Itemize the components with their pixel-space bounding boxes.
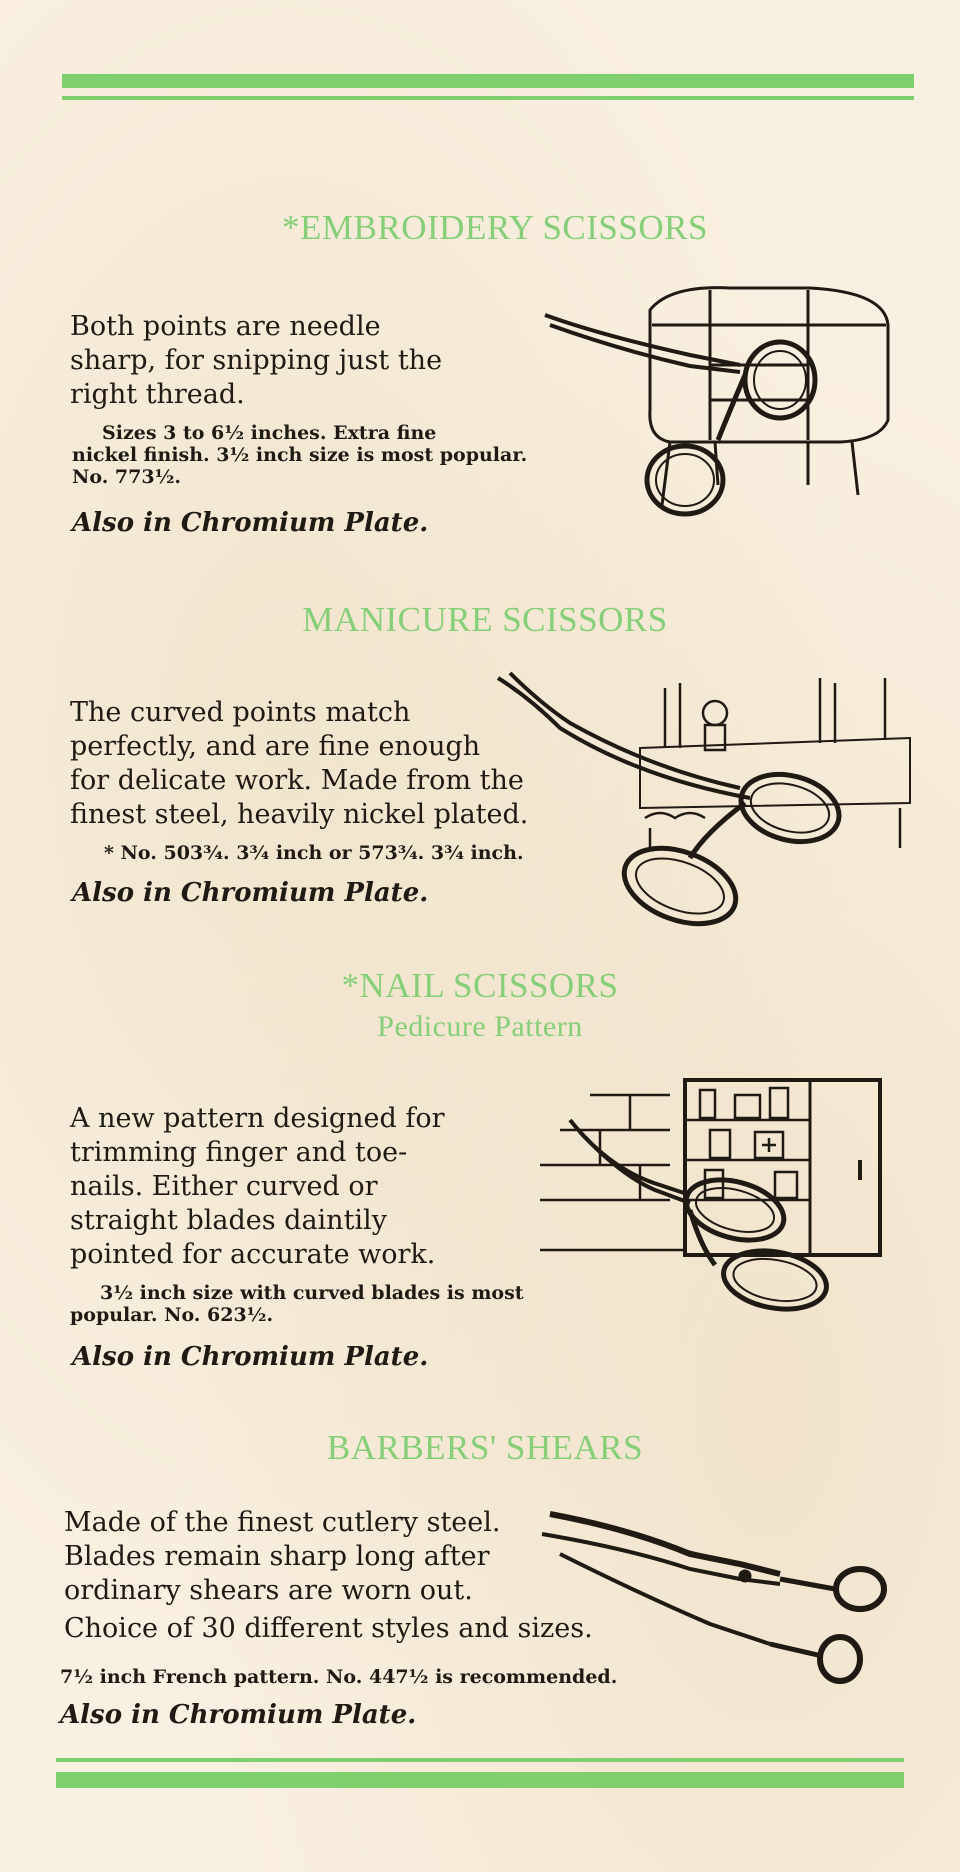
body-line: right thread. [70,379,245,410]
manicure-also-chromium: Also in Chromium Plate. [72,878,429,908]
detail-line: No. 773½. [72,466,182,488]
nail-also-chromium: Also in Chromium Plate. [72,1342,429,1372]
top-rule-thick [62,74,914,88]
detail-line: 7½ inch French pattern. No. 447½ is recommended. [60,1666,618,1688]
barbers-shears-illustration [540,1494,900,1694]
body-line: straight blades daintily [70,1205,387,1236]
detail-line: nickel finish. 3½ inch size is most popular. [72,444,528,466]
top-rule-thin [62,96,914,100]
body-line: Choice of 30 different styles and sizes. [64,1613,593,1644]
body-line: nails. Either curved or [70,1171,378,1202]
body-line: ordinary shears are worn out. [64,1575,473,1606]
body-line: Both points are needle [70,311,381,342]
body-line: trimming finger and toe- [70,1137,408,1168]
detail-line: 3½ inch size with curved blades is most [100,1282,524,1304]
bottom-rule-thin [56,1758,904,1762]
body-line: for delicate work. Made from the [70,765,524,796]
embroidery-also-chromium: Also in Chromium Plate. [72,508,429,538]
detail-line: * No. 503¾. 3¾ inch or 573¾. 3¾ inch. [104,842,524,864]
body-line: pointed for accurate work. [70,1239,436,1270]
nail-subheading: Pedicure Pattern [377,1010,583,1043]
embroidery-body [70,310,490,412]
embroidery-heading: *EMBROIDERY SCISSORS [282,208,708,247]
bottom-rule-thick [56,1772,904,1788]
body-line: The curved points match [70,697,411,728]
nail-scissors-illustration [540,1060,920,1320]
barbers-heading: BARBERS' SHEARS [326,1428,644,1467]
body-line: finest steel, heavily nickel plated. [70,799,529,830]
body-line: sharp, for snipping just the [70,345,443,376]
embroidery-scissors-illustration [540,270,920,530]
detail-line: popular. No. 623½. [70,1304,274,1326]
nail-body [70,1102,472,1272]
nail-heading: *NAIL SCISSORS [341,966,619,1005]
manicure-scissors-illustration [490,668,920,928]
manicure-heading: MANICURE SCISSORS [302,600,668,639]
detail-line: Sizes 3 to 6½ inches. Extra fine [102,422,437,444]
body-line: perfectly, and are fine enough [70,731,481,762]
body-line: Made of the finest cutlery steel. [64,1507,501,1538]
body-line: A new pattern designed for [70,1103,445,1134]
barbers-also-chromium: Also in Chromium Plate. [60,1700,417,1730]
body-line: Blades remain sharp long after [64,1541,490,1572]
